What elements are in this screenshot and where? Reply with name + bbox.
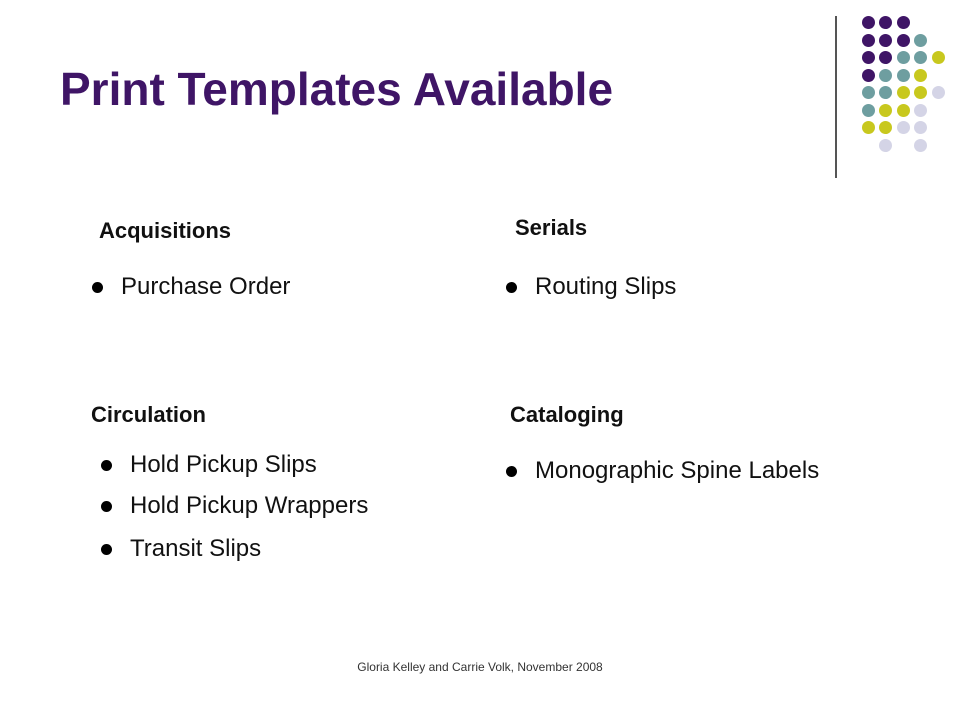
circulation-heading: Circulation	[91, 402, 206, 427]
decorative-dot	[897, 121, 910, 134]
decorative-dot	[914, 104, 927, 117]
cataloging-item	[506, 457, 819, 485]
item-text: Monographic Spine Labels	[535, 457, 820, 484]
serials-heading: Serials	[515, 215, 588, 240]
cataloging-heading: Cataloging	[510, 402, 624, 427]
decorative-dot	[862, 121, 875, 134]
bullet-icon	[101, 544, 112, 555]
slide-title: Print Templates Available	[60, 63, 614, 115]
decorative-dot	[862, 34, 875, 47]
decorative-dot	[914, 51, 927, 64]
circulation-item	[101, 535, 261, 563]
bullet-icon	[101, 501, 112, 512]
decorative-dot	[897, 34, 910, 47]
serials-item	[506, 273, 676, 301]
item-text: Hold Pickup Slips	[130, 451, 317, 478]
decorative-dot	[914, 69, 927, 82]
decorative-dot	[897, 16, 910, 29]
decorative-dot	[897, 69, 910, 82]
item-text: Purchase Order	[121, 273, 291, 300]
bullet-icon	[101, 460, 112, 471]
bullet-icon	[92, 282, 103, 293]
decorative-dot	[932, 86, 945, 99]
decorative-dot	[879, 51, 892, 64]
item-text: Hold Pickup Wrappers	[130, 492, 369, 519]
decorative-dot	[879, 16, 892, 29]
slide-footer: Gloria Kelley and Carrie Volk, November 2008	[357, 660, 603, 674]
decorative-dot	[897, 104, 910, 117]
circulation-item	[101, 451, 317, 479]
decorative-dot	[879, 139, 892, 152]
decorative-divider-line	[835, 16, 837, 178]
decorative-dot	[862, 51, 875, 64]
decorative-dot	[914, 121, 927, 134]
decorative-dot	[879, 69, 892, 82]
decorative-dot	[862, 104, 875, 117]
decorative-dot	[897, 51, 910, 64]
decorative-dot	[914, 139, 927, 152]
decorative-dot	[879, 86, 892, 99]
decorative-dot	[879, 34, 892, 47]
decorative-dot	[879, 104, 892, 117]
bullet-icon	[506, 282, 517, 293]
decorative-dot	[914, 86, 927, 99]
decorative-dot	[862, 86, 875, 99]
decorative-dot	[914, 34, 927, 47]
decorative-dot	[932, 51, 945, 64]
item-text: Transit Slips	[130, 535, 262, 562]
decorative-dot	[862, 16, 875, 29]
bullet-icon	[506, 466, 517, 477]
circulation-item	[101, 492, 368, 520]
decorative-dot	[879, 121, 892, 134]
acquisitions-heading: Acquisitions	[99, 218, 232, 243]
acquisitions-item	[92, 273, 290, 301]
item-text: Routing Slips	[535, 273, 677, 300]
decorative-dot	[897, 86, 910, 99]
decorative-dot	[862, 69, 875, 82]
